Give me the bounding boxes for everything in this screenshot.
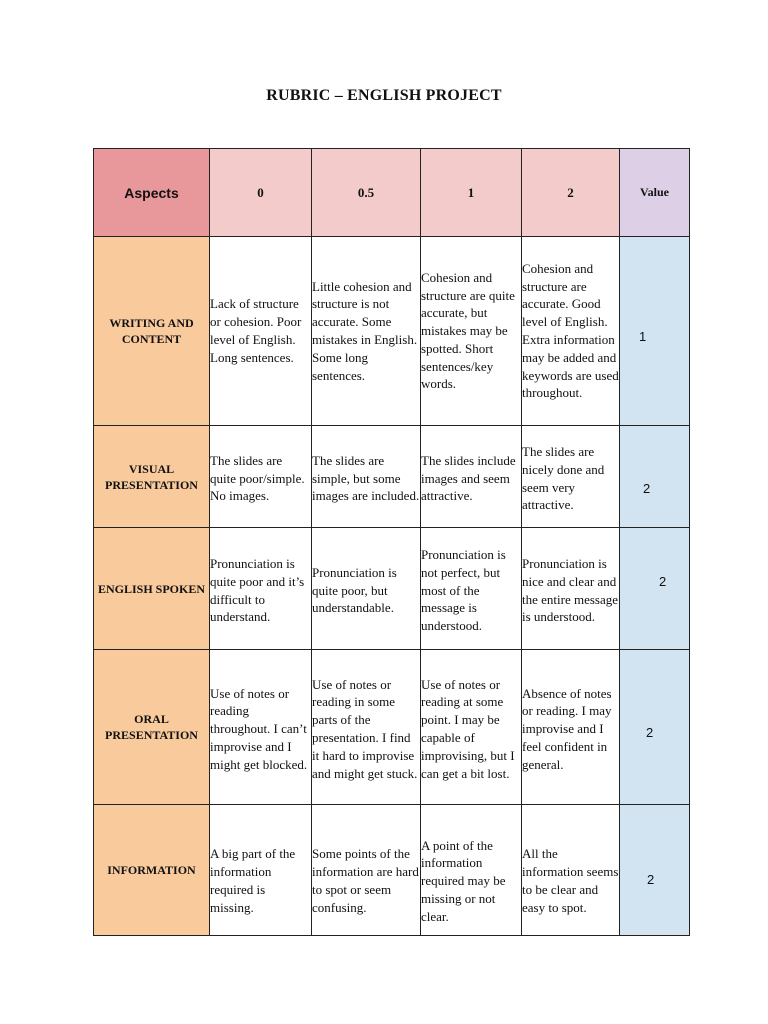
rubric-row-writing	[94, 237, 690, 426]
value-cell: 2	[620, 528, 690, 650]
value-cell: 2	[620, 650, 690, 805]
criteria-cell: The slides are quite poor/simple. No images.	[210, 426, 312, 528]
criteria-cell: The slides are nicely done and seem very attractive.	[522, 426, 620, 528]
criteria-cell: Lack of structure or cohesion. Poor level of English. Long sentences.	[210, 237, 312, 426]
aspect-label: ORAL PRESENTATION	[94, 650, 210, 805]
aspect-label: WRITING AND CONTENT	[94, 237, 210, 426]
criteria-cell: Cohesion and structure are accurate. Good level of English. Extra information may be added and keywords are used throughout.	[522, 237, 620, 426]
aspect-label: INFORMATION	[94, 805, 210, 936]
criteria-cell: The slides include images and seem attractive.	[421, 426, 522, 528]
value-cell: 2	[620, 805, 690, 936]
aspect-label: ENGLISH SPOKEN	[94, 528, 210, 650]
document-title: RUBRIC – ENGLISH PROJECT	[266, 87, 502, 104]
header-row	[94, 149, 690, 237]
criteria-cell: The slides are simple, but some images are included.	[312, 426, 421, 528]
criteria-cell: Pronunciation is nice and clear and the entire message is understood.	[522, 528, 620, 650]
header-value: Value	[620, 149, 690, 237]
criteria-cell: Absence of notes or reading. I may improvise and I feel confident in general.	[522, 650, 620, 805]
header-aspects: Aspects	[94, 149, 210, 237]
criteria-cell: Pronunciation is not perfect, but most of the message is understood.	[421, 528, 522, 650]
rubric-table	[93, 148, 690, 936]
criteria-cell: A point of the information required may be missing or not clear.	[421, 805, 522, 936]
criteria-cell: Use of notes or reading in some parts of the presentation. I find it hard to improvise and might get stuck.	[312, 650, 421, 805]
header-score-2: 2	[522, 149, 620, 237]
criteria-cell: Pronunciation is quite poor, but understandable.	[312, 528, 421, 650]
aspect-label: VISUAL PRESENTATION	[94, 426, 210, 528]
rubric-row-english-spoken	[94, 528, 690, 650]
header-score-0: 0	[210, 149, 312, 237]
criteria-cell: Use of notes or reading at some point. I may be capable of improvising, but I can get a bit lost.	[421, 650, 522, 805]
criteria-cell: Little cohesion and structure is not accurate. Some mistakes in English. Some long sentences.	[312, 237, 421, 426]
rubric-row-oral	[94, 650, 690, 805]
rubric-row-visual	[94, 426, 690, 528]
criteria-cell: A big part of the information required is missing.	[210, 805, 312, 936]
header-score-0-5: 0.5	[312, 149, 421, 237]
criteria-cell: Cohesion and structure are quite accurate, but mistakes may be spotted. Short sentences/key words.	[421, 237, 522, 426]
value-cell: 1	[620, 237, 690, 426]
header-score-1: 1	[421, 149, 522, 237]
rubric-row-information	[94, 805, 690, 936]
criteria-cell: Some points of the information are hard to spot or seem confusing.	[312, 805, 421, 936]
value-cell: 2	[620, 426, 690, 528]
criteria-cell: Use of notes or reading throughout. I can’t improvise and I might get blocked.	[210, 650, 312, 805]
criteria-cell: Pronunciation is quite poor and it’s difficult to understand.	[210, 528, 312, 650]
criteria-cell: All the information seems to be clear and easy to spot.	[522, 805, 620, 936]
